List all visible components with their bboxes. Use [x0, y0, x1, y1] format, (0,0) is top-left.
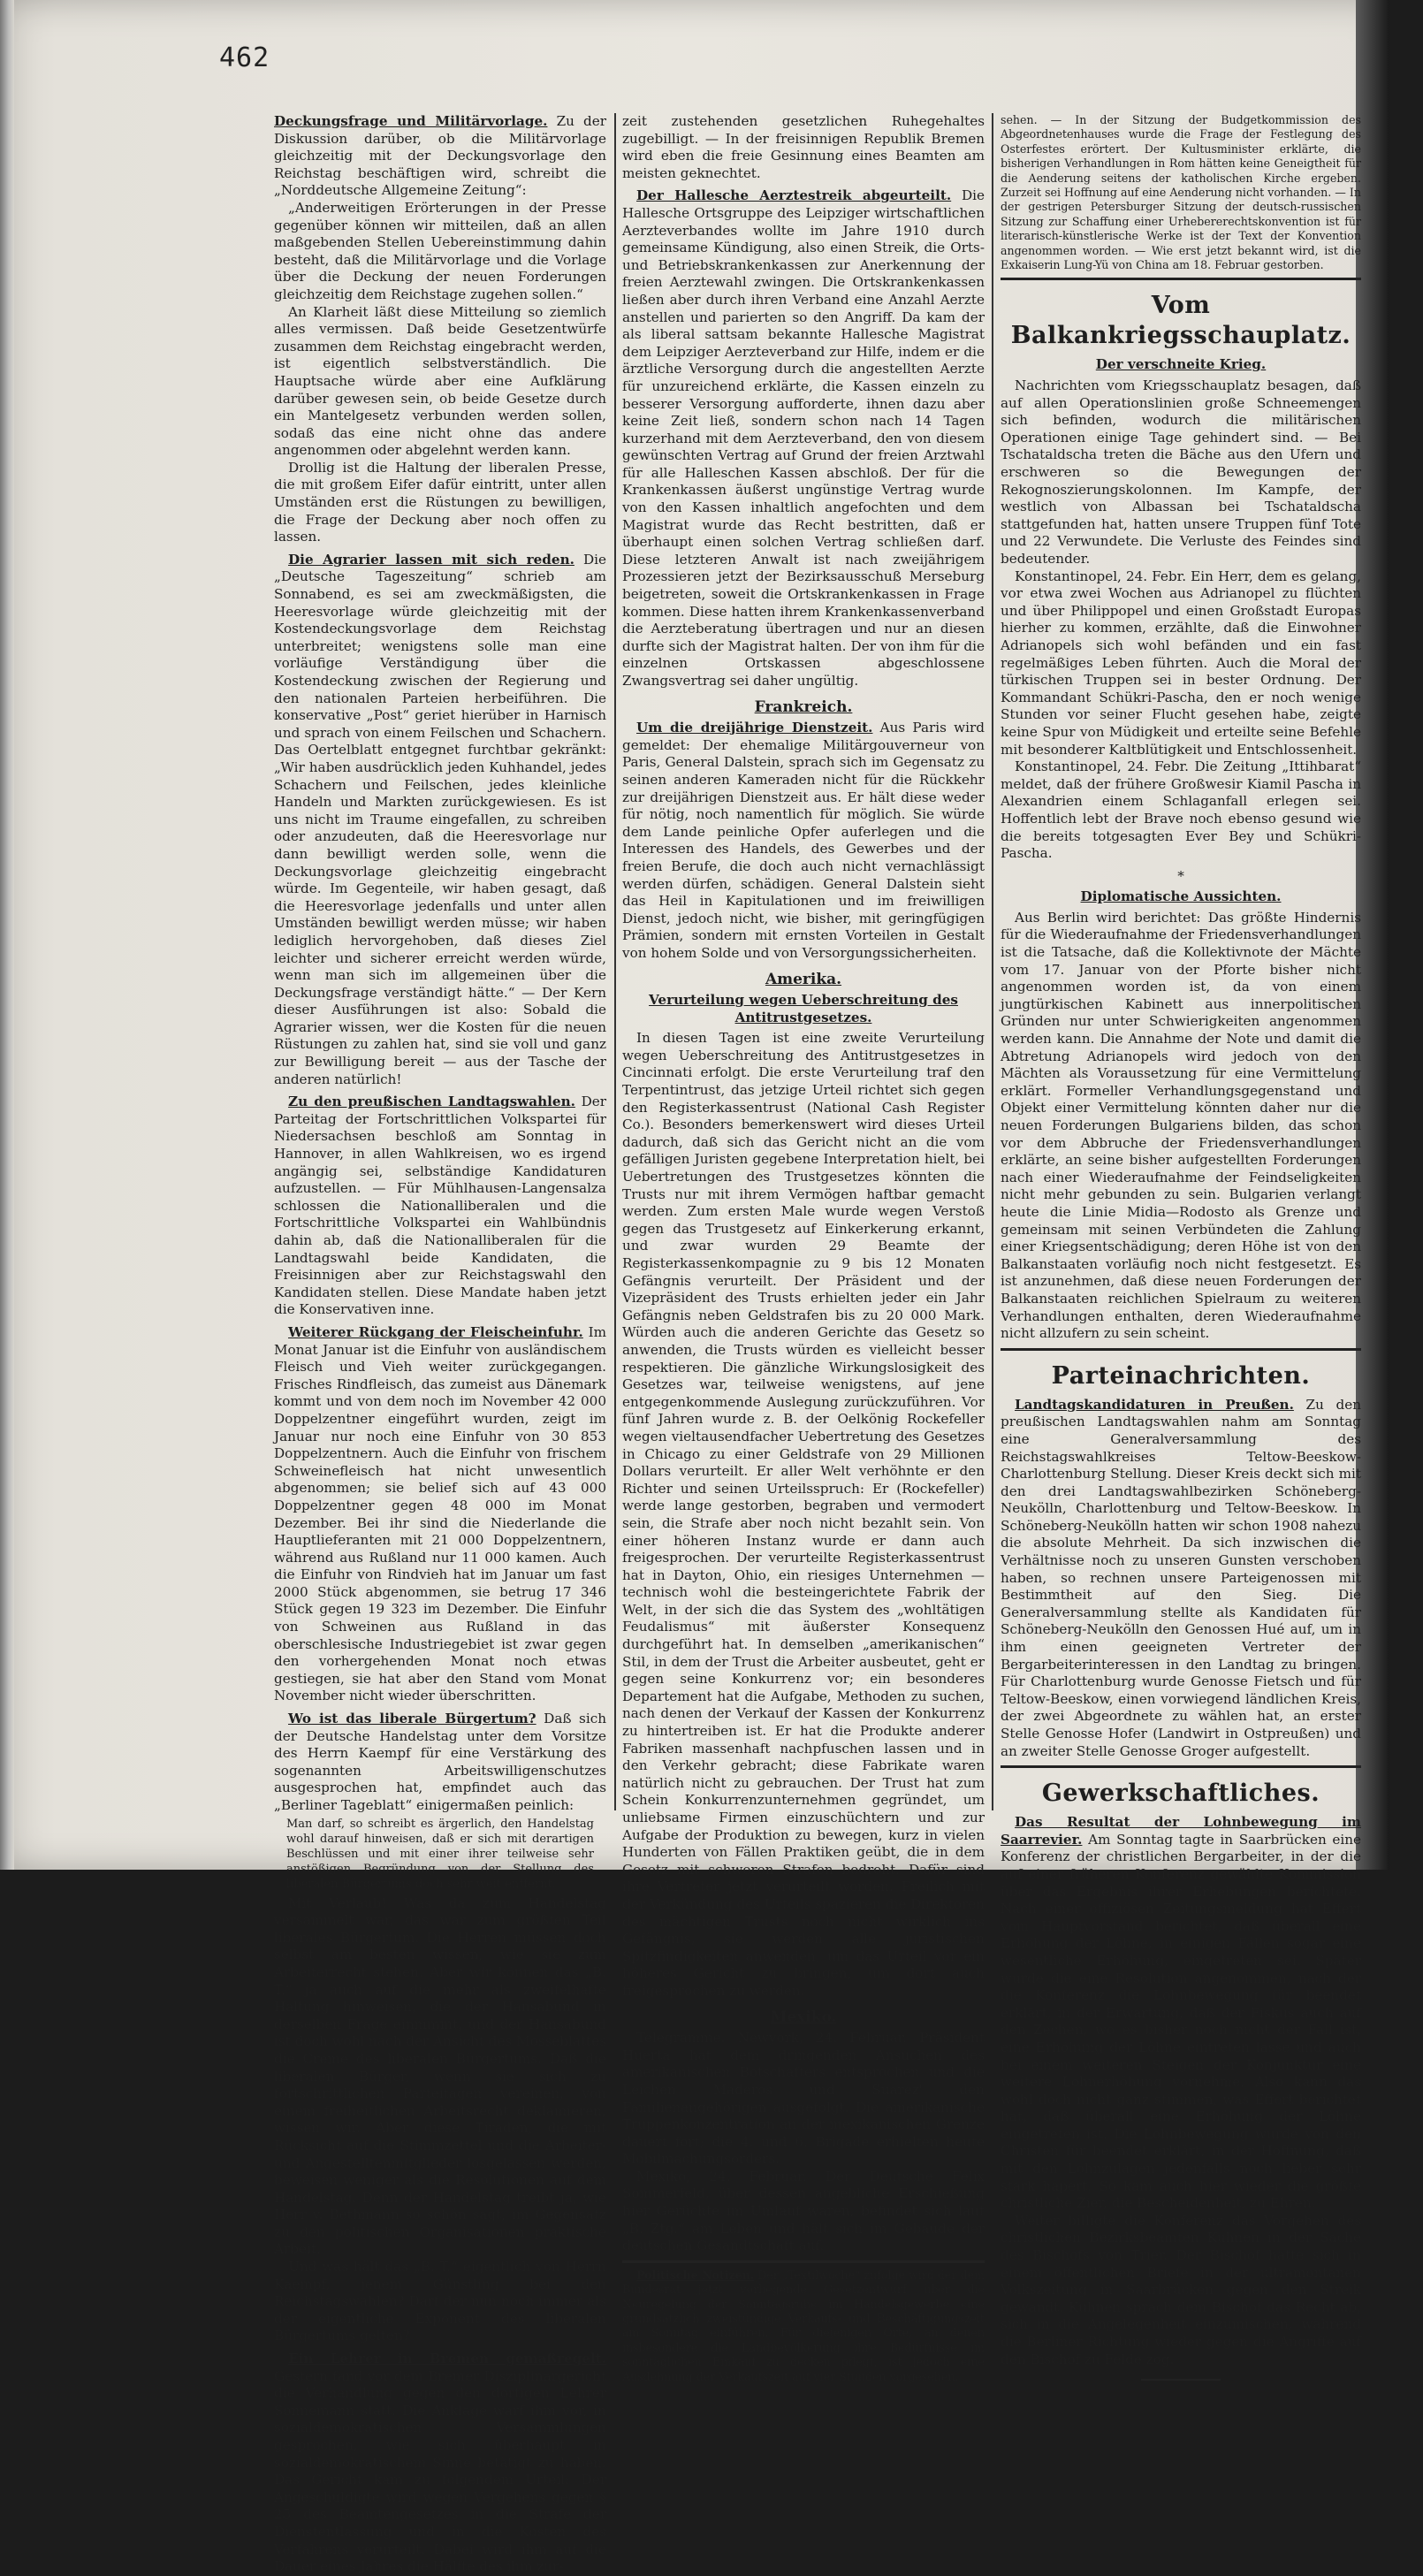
article-landtagskandidaturen — [1001, 1397, 1361, 1760]
article-headline: Ein Lehrer in Bremen gemaßregelt. — [288, 2351, 606, 2367]
article-text: Gestern fand vor dem Bremer Disziplinargericht die Verhandlung gegen den dortigen Lehrer Sonnemann statt. Die Anklage warf ihm vor, in sozialdemokratischen Versammlungen gesprochen, wie sich überhaupt in sozialdemokratischem Sinne betätigt zu haben. Das Gericht kam zu folgendem Urteil: Der Angeschuldigte wird wegen Vergehens gegen § 25 des Beamtengesetzes in die Strafe der Dienstentlassung und in die Kosten des Verfahrens verurteilt. Dabei wird ihm auf die Dauer eines Jahres die Hälfte des ihm zur- — [274, 2367, 606, 2575]
article-headline: Weiterer Rückgang der Fleischeinfuhr. — [288, 1323, 583, 1340]
article-headline: Verurteilung wegen Ueberschreitung des Antitrustgesetzes. — [649, 992, 958, 1025]
article-quote: Man darf, so schreibt es ärgerlich, den Handelstag wohl darauf hinweisen, daß er sich mit derartigen Beschlüssen und mit einer ihrer teilweise sehr anstößigen Begründung von der Stellung des liberalen Bürgertums doch sehr weit entfernt. — [286, 1817, 594, 1891]
article-text: Die Hallesche Ortsgruppe des Leipziger wirtschaftlichen Aerzteverbandes wollte im Jahre 1910 durch gemeinsame Kündigung, also einen Streik, die Orts- und Betriebskrankenkassen zur Anerkennung der freien Aerztewahl zwingen. Die Ortskrankenkassen ließen aber durch ihren Verband eine Anzahl Aerzte anstellen und parierten so den Angriff. Da kam der als liberal sattsam bekannte Hallesche Magistrat dem Leipziger Aerzteverband zur Hilfe, indem er die ärztliche Versorgung durch die angestellten Aerzte für unzureichend erklärte, die Kassen einzeln zu besserer Versorgung aufforderte, ihnen dazu aber keine Zeit ließ, sondern schon nach 14 Tagen kurzerhand mit dem Aerzteverband, den von diesem gewünschten Vertrag auf Grund der freien Arztwahl für alle Halleschen Kassen abschloß. Der für die Krankenkassen äußerst ungünstige Vertrag wurde von den Kassen inhaltlich angefochten und dem Magistrat wurde das Recht bestritten, daß er überhaupt einen solchen Vertrag schließen darf. Diese letzteren Anwalt ist nach zweijährigem Prozessieren jetzt der Bezirksausschuß Merseburg beigetreten, soweit die Ortskrankenkassen in Frage kommen. Diese hatten ihrem Krankenkassenverband die Aerzteberatung übertragen und nur an diesen durfte sich der Magistrat halten. Der von ihm für die einzelnen Ortskassen abgeschlossene Zwangsvertrag sei daher ungültig. — [622, 187, 985, 689]
section-heading-gewerkschaftliches: Gewerkschaftliches. — [1041, 1780, 1320, 1808]
article-text: Am Sonntag tagte in Saarbrücken eine Konferenz der christlichen Bergarbeiter, in der die auf einer früheren Konferenz gewählte Kommission über das Ergebnis ihrer Erhebungen berichtete. Nach einer offiziösen Zeitungsmeldung hat Effert vom Hauptvorstand berichtet, daß überall eine Erhöhung der Löhne, in einigen Fällen sogar eine wesentliche Erhöhung, eingetreten sei. Später wurde die eine Resolution angenommen, nach der die Konferenz die Lohnbewegung für beendet erklärt, in der Erwartung, daß der Fiskus auch auf den Zechen, wo es bisher noch nicht der Fall ist, eine Erhöhung der Löhne eintreten lasse und auch bei einem weiteren Steigen der Konjunktur eine weitere Lohnerhöhung vornehme. Also kann das wohl doch nicht ganz stimmen, was Effert berichtet hat, daß überall eine Erhöhung der Löhne eingetreten ist. Die Lohnbewegung wurde von den Christen für beendet erklärt, in der Hoffnung, daß mit den Lohnzulagen jedenfalls noch lieber sehr stark hapert. So kam auch hier wieder die größte christliche Zier, die Bescheidenheit, zu Ehren. — [1001, 1831, 1361, 2212]
article-lohnbewegung-saarrevier — [1001, 1814, 1361, 2368]
column-1 — [274, 113, 607, 2575]
article-fleischeinfuhr — [274, 1324, 606, 1705]
section-heading-frankreich: Frankreich. — [754, 697, 853, 716]
article-text: Die „Deutsche Tageszeitung“ schrieb am Sonnabend, es sei am zweckmäßigsten, die Heeresvorlage würde gleichzeitig mit der Kostendeckungsvorlage dem Reichstag unterbreitet; wenigstens solle man eine vorläufige Verständigung über die Kostendeckung zwischen der Regierung und den nationalen Parteien herbeiführen. Die konservative „Post“ geriet hierüber in Harnisch und sprach von einem Feilschen und Schachern. Das Oertelblatt entgegnet furchtbar gekränkt: „Wir haben ausdrücklich jeden Kuhhandel, jedes Schachern und Feilschen, jedes kleinliche Handeln und Markten zurückgewiesen. Es ist uns nicht im Traume eingefallen, zu schreiben oder anzudeuten, daß die Heeresvorlage nur dann bewilligt werden solle, wenn die Deckungsvorlage gleichzeitig eingebracht würde. Im Gegenteile, wir haben gesagt, daß die Heeresvorlage jedenfalls und unter allen Umständen bewilligt werden müsse; wir haben lediglich hervorgehoben, daß dieses Ziel leichter und sicherer erreicht werden würde, wenn man sich im allgemeinen über die Deckungsfrage verständigt hätte.“ — Der Kern dieser Ausführungen ist also: Sobald die Agrarier wissen, wer die Kosten für die neuen Rüstungen zu zahlen hat, sind sie voll und ganz zur Bewilligung bereit — aus der Tasche der anderen natürlich! — [274, 551, 606, 1087]
article-headline: Politische Notizen. — [636, 2267, 755, 2282]
article-headline: Zu den preußischen Landtagswahlen. — [288, 1094, 575, 1110]
article-headline: Deckungsfrage und Militärvorlage. — [274, 113, 548, 129]
section-heading-parteinachrichten: Parteinachrichten. — [1051, 1361, 1311, 1390]
article-landtagswahlen — [274, 1094, 606, 1319]
article-paragraph: Mit Verlaub! Was da zum Handelstag versammelt war, das war zum größten Teil liberales Bürgertum. Die Herren müssen doch selbst am besten wissen, wie sie zum Arbeiterrecht stehen. Aber wir können das „B. T.“ ja auch auf die mehr als zweifelhafte Haltung hinweisen, die der Hansabund in derselben Frage einnimmt, und der Hansabund ist doch wohl nach der Ansicht des Mosseblattes die Creme des liberalen Bürgertums. Daß die liberalen Bürger, wenn sie sich zu fortschrittlichen Parteitagen vereinen, von einem freiheitlichen Arbeitsrecht deklamieren, wissen wir. Aber diese Tiraden, die mit Rücksicht auf die Stimmzettel und die Arbeiter- und Angestelltenmitglieder losgelassen werden, beweisen weniger als die Resolutionen auf dem Handelstag. Denn der Handelstag treibt ja, wie Herr v. Bethmann so schön sagt, im Gegensatz zu den politischen Organisationen praktische Arbeit. — [274, 1894, 606, 2258]
article-buergertum — [274, 1711, 606, 2345]
divider — [622, 2260, 985, 2263]
article-agrarier — [274, 552, 606, 1088]
article-paragraph: Konstantinopel, 24. Febr. Ein Herr, dem es gelang, vor etwa zwei Wochen aus Adrianopel zu flüchten und über Philippopel und einen Großstadt Europas hierher zu kommen, erzählte, daß die Einwohner Adrianopels sich wohl befänden und ein fast regelmäßiges Leben führten. Auch die Moral der türkischen Truppen sei in bester Ordnung. Der Kommandant Schükri-Pascha, den er noch wenige Stunden vor seiner Flucht gesehen habe, zeigte keine Spur von Müdigkeit und erteilte seine Befehle mit besonderer Kaltblütigkeit und Entschlossenheit. — [1001, 568, 1361, 758]
article-text: zeit zustehenden gesetzlichen Ruhegehaltes zugebilligt. — In der freisinnigen Republik Bremen wird eben die freie Gesinnung eines Beamten am meisten geknechtet. — [622, 113, 985, 181]
section-heading-amerika: Amerika. — [765, 970, 842, 988]
article-headline: Die Agrarier lassen mit sich reden. — [288, 551, 575, 568]
article-text: Telegramme. Newyork, 24. Februar. Präsident Huerta hat dem dringenden Ansuchen des amerikanischen Botschafters entsprochen und die Leichen Maderos und Suarez' den Familienangehörigen ausgefolgt. Die amerikanische Truppenkonzentration an der mexikanischen Grenze dauert fort; die 4. und 6. Brigade erhielten heute Mobilmachungsorders. — [622, 2030, 985, 2168]
article-notizen-continuation — [1001, 113, 1361, 272]
article-antitrust — [622, 992, 985, 2000]
article-politische-notizen — [622, 2268, 985, 2384]
page-number: 462 — [219, 42, 270, 73]
article-paragraph: Weiter billigte die Konferenz das Vorgehen des christlichen Bezirksbeamten Kuhnen in der Sache des Bischofs von Trier. Der Bischof hatte sich in einem öffentlichen Briefe in der ultramontanen Volkszeitung in Saarbrücken gegen den Streik gewandt. Kuhnen sprach dem Bischof das Recht ab, sich in die Angelegenheit einzumischen, während die Berliner Richtung wieder gegen die Angriffe auf den Bischof zu Felde zog. — [1001, 2212, 1361, 2367]
column-rule-1 — [614, 113, 616, 1810]
article-text: In diesen Tagen ist eine zweite Verurteilung wegen Ueberschreitung des Antitrustgesetzes in Cincinnati erfolgt. Die erste Verurteilung traf den Terpentintrust, das jetzige Urteil richtet sich gegen den Registerkassentrust (National Cash Register Co.). Besonders bemerkenswert wird dieses Urteil dadurch, daß sich das Gericht nicht an die vom gefälligen Juristen gegebene Interpretation hielt, bei Uebertretungen des Trustgesetzes könnten die Trusts nur mit ihrem Vermögen haftbar gemacht werden. Zum ersten Male wurde wegen Verstoß gegen das Trustgesetz auf Einkerkerung erkannt, und zwar wurden 29 Beamte der Registerkassenkompagnie zu 9 bis 12 Monaten Gefängnis verurteilt. Der Präsident und der Vizepräsident des Trusts erhielten jeder ein Jahr Gefängnis neben Geldstrafen bis zu 20 000 Mark. Würden auch die anderen Gerichte das Gesetz so anwenden, die Trusts würden es vielleicht besser respektieren. Die gänzliche Wirkungslosigkeit des Gesetzes war, teilweise wenigstens, auf jene entgegenkommende Auslegung zurückzuführen. Vor fünf Jahren wurde z. B. der Oelkönig Rockefeller wegen vieltausendfacher Uebertretung des Gesetzes in Chicago zu einer Geldstrafe von 29 Millionen Dollars verurteilt. Er aller Welt verhöhnte er den Richter und seinen Urteilsspruch: Er (Rockefeller) werde lange gestorben, begraben und vermodert sein, die Strafe aber noch nicht bezahlt sein. Von einer höheren Instanz wurde er dann auch freigesprochen. Der verurteilte Registerkassentrust hat in Dayton, Ohio, ein riesiges Unternehmen — technisch wohl die besteingerichtete Fabrik der Welt, in der sich die das System des „wohltätigen Feudalismus“ mit äußerster Konsequenz durchgeführt hat. In demselben „amerikanischen“ Stil, in dem der Trust die Arbeiter ausbeutet, geht er gegen seine Konkurrenz vor; ein besonderes Departement hat die Aufgabe, Methoden zu suchen, nach denen der Verkauf der Kassen der Konkurrenz zu hintertreiben ist. Er hat die Produkte anderer Fabriken massenhaft nachpfuschen lassen und in den Verkehr gebracht; diese Fabrikate waren natürlich nicht zu gebrauchen. Der Trust hat zum Schein Konkurrenzunternehmen gegründet, um unliebsame Firmen einzuschüchtern und zur Aufgabe der Produktion zu bewegen, kurz in vielen Hunderten von Fällen Praktiken geübt, die in dem Gesetz mit schweren Strafen bedroht. Dafür sind ihre Vertreter jetzt verurteilt worden. Freilich mit der Verkündung des Urteils spazieren die Direktoren des mächtigen Trusts noch nicht wirklich ins Gefängnis, sie werden alle juristischen Spitzfindigkeiten anwenden, um das Urteil vor ein höheres Gericht zu bringen, um dort auch freigesprochen zu werden. — [622, 1030, 985, 1999]
article-paragraph: Mexiko, 24. Februar. Der Deutsche Felix Sommerfeld, über dessen angebliche Erschießung hier Gerüchte im Umlauf waren, befindet sich laut „B. Ztg.“ am Leben und hält sich im Gebäude der deutschen Gesandtschaft auf. — [622, 2168, 985, 2254]
article-headline: Wo ist das liberale Bürgertum? — [288, 1711, 536, 1727]
article-headline: Der Hallesche Aerztestreik abgeurteilt. — [636, 187, 952, 204]
article-text: Nachrichten vom Kriegsschauplatz besagen, daß auf allen Operationslinien große Schneemengen sich befinden, wodurch die militärischen Operationen einige Tage gehindert sind. — Bei Tschataldscha treten die Bäche aus den Ufern und erschweren so die Bewegungen der Rekognoszierungskolonnen. Im Kampfe, der westlich von Albassan bei Tschataldscha stattgefunden hat, hatten unsere Truppen fünf Tote und 22 Verwundete. Die Verluste des Feindes sind bedeutender. — [1001, 377, 1361, 567]
article-headline: Diplomatische Aussichten. — [1080, 888, 1282, 905]
article-text: Zu den preußischen Landtagswahlen nahm am Sonntag eine Generalversammlung des Reichstagswahlkreises Teltow-Beeskow-Charlottenburg Stellung. Dieser Kreis deckt sich mit den drei Landtagswahlbezirken Schöneberg-Neukölln, Charlottenburg und Teltow-Beeskow. In Schöneberg-Neukölln hatten wir schon 1908 nahezu die absolute Mehrheit. Da sich inzwischen die Verhältnisse noch zu unseren Gunsten verschoben haben, so rechnen unsere Parteigenossen mit Bestimmtheit auf den Sieg. Die Generalversammlung stellte als Kandidaten für Schöneberg-Neukölln den Genossen Hué auf, um in ihm einen geeigneten Vertreter der Bergarbeiterinteressen in den Landtag zu bringen. Für Charlottenburg wurde Genosse Fietsch und für Teltow-Beeskow, einen vorwiegend ländlichen Kreis, der zwei Abgeordnete zu wählen hat, an erster Stelle Genosse Hofer (Landwirt in Ostpreußen) und an zweiter Stelle Genosse Groger aufgestellt. — [1001, 1396, 1361, 1759]
article-lehrer-bremen — [274, 2351, 606, 2576]
article-verschneite-krieg — [1001, 356, 1361, 862]
article-paragraph: Drollig ist die Haltung der liberalen Presse, die mit großem Eifer dafür eintritt, unter allen Umständen erst die Rüstungen zu bewilligen, die Frage der Deckung aber noch offen zu lassen. — [274, 459, 606, 545]
divider — [1001, 1348, 1361, 1351]
divider — [1001, 1765, 1361, 1768]
article-diplomatische-aussichten — [1001, 888, 1361, 1342]
article-text: Aus Berlin wird berichtet: Das größte Hindernis für die Wiederaufnahme der Friedensverhandlungen ist die Tatsache, daß die Kollektivnote der Mächte vom 17. Januar von der Pforte bisher nicht angenommen worden ist, da von einem jungtürkischen Kabinett aus innerpolitischen Gründen nur unter Schwierigkeiten angenommen werden kann. Die Annahme der Note und damit die Abtretung Adrianopels wird jedoch von den Mächten als Voraussetzung für eine Vermittelung erklärt. Formeller Verhandlungsgegenstand und Objekt einer Vermittelung könnten daher nur die neuen Forderungen Bulgariens bilden, das schon vor dem Abbruche der Friedensverhandlungen erklärte, an seine bisher aufgestellten Forderungen nach einer Wiederaufnahme der Feindseligkeiten nicht mehr gebunden zu sein. Bulgarien verlangt heute die Linie Midia—Rodosto als Grenze und gemeinsam mit seinen Verbündeten die Zahlung einer Kriegsentschädigung; deren Höhe ist von den Balkanstaaten vorläufig noch nicht festgesetzt. Es ist anzunehmen, daß diese neuen Forderungen der Balkanstaaten reichlichen Spielraum zu weiteren Verhandlungen enthalten, deren Wiederaufnahme nicht allzufern zu sein scheint. — [1001, 909, 1361, 1342]
article-quote: „Anderweitigen Erörterungen in der Presse gegenüber können wir mitteilen, daß an allen maßgebenden Stellen Uebereinstimmung dahin besteht, daß die Militärvorlage und die Vorlage über die Deckung der neuen Forderungen gleichzeitig dem Reichstage zugehen sollen.“ — [274, 199, 606, 302]
article-headline: Um die dreijährige Dienstzeit. — [636, 720, 873, 736]
section-heading-mexiko: Mexiko. — [770, 2008, 837, 2026]
article-deckungsfrage — [274, 113, 606, 546]
column-rule-2 — [992, 113, 993, 1810]
end-rule — [1141, 2379, 1221, 2381]
article-headline: Das Resultat der Lohnbewegung im Saarrevier. — [1001, 1814, 1361, 1848]
article-text: sehen. — In der Sitzung der Budgetkommission des Abgeordnetenhauses wurde die Frage der Festlegung des Osterfestes erörtert. Der Kultusminister erklärte, die bisherigen Verhandlungen in Rom hätten keine Geneigtheit für die Aenderung seitens der katholischen Kirche ergeben. Zurzeit sei Hoffnung auf eine Aenderung nicht vorhanden. — In der gestrigen Petersburger Sitzung der deutsch-russischen Sitzung zur Schaffung einer Urhebererechtskonvention ist für literarisch-künstlerische Werke ist der Text der Konvention angenommen worden. — Wie erst jetzt bekannt wird, ist die Exkaiserin Lung-Yü von China am 18. Februar gestorben. — [1001, 113, 1361, 272]
article-headline: Der verschneite Krieg. — [1095, 356, 1267, 373]
binding-shadow — [0, 0, 14, 1870]
article-mexiko-telegramme — [622, 2030, 985, 2255]
article-headline: Landtagskandidaturen in Preußen. — [1015, 1396, 1294, 1413]
separator-star: * — [1177, 867, 1184, 884]
column-2 — [622, 113, 985, 2383]
article-text: Zu der Diskussion darüber, ob die Militärvorlage gleichzeitig mit der Deckungsvorlage den Reichstag beschäftigen wird, schreibt die „Norddeutsche Allgemeine Zeitung“: — [274, 113, 606, 199]
article-text: Aus Paris wird gemeldet: Der ehemalige Militärgouverneur von Paris, General Dalstein, sprach sich im Gegensatz zu seinen anderen Kameraden nicht für die Rückkehr zur dreijährigen Dienstzeit aus. Er hält diese weder für nötig, noch namentlich für möglich. Sie würde dem Lande peinliche Opfer auferlegen und die Interessen des Handels, des Gewerbes und der freien Berufe, die doch auch nicht vernachlässigt werden dürfen, schädigen. General Dalstein sieht das Heil in Kapitulationen und im freiwilligen Dienst, jedoch nicht, wie bisher, mit geringfügigen Prämien, sondern mit ernsten Vorteilen in Gestalt von hohem Solde und von Versorgungssicherheiten. — [622, 720, 985, 961]
article-aerztestreik — [622, 187, 985, 690]
article-text: Der Parteitag der Fortschrittlichen Volkspartei für Niedersachsen beschloß am Sonntag in Hannover, in allen Wahlkreisen, wo es irgend angängig sei, selbständige Kandidaturen aufzustellen. — Für Mühlhausen-Langensalza schlossen die Nationalliberalen und die Fortschrittliche Volkspartei ein Wahlbündnis dahin ab, daß die Nationalliberalen für die Landtagswahl beide Kandidaten, die Freisinnigen aber zur Reichstagswahl den Kandidaten stellen. Diese Mandate haben jetzt die Konservativen inne. — [274, 1094, 606, 1318]
column-3 — [1001, 113, 1361, 2367]
section-heading-balkan: Vom Balkankriegsschauplatz. — [1010, 292, 1351, 350]
article-paragraph: An Klarheit läßt diese Mitteilung so ziemlich alles vermissen. Daß beide Gesetzentwürfe zusammen dem Reichstag eingebracht werden, ist eigentlich selbstverständlich. Die Hauptsache würde aber eine Aufklärung darüber gewesen sein, ob beide Gesetze durch ein Mantelgesetz verbunden werden sollen, sodaß das eine nicht ohne das andere angenommen oder abgelehnt werden kann. — [274, 303, 606, 459]
divider — [1001, 278, 1361, 280]
article-continuation — [622, 113, 985, 182]
article-text: Der „Textilwoche“ zufolge wird der dem Bundesrat jetzt vorliegende Gesetzentwurf über die Neuregelung der Sonntagsruhe im Handelsgewerbe eine grundsätzlich zweistündige Verkaufs- und Beschäftigungszeit am Sonntag einführen. Für diejenigen Orte, an denen insbesondere die Landbevölkerung ihre Bedürfnisse im sonntäglichen Einkauf zu decken pflegt, ist jedoch eine Ausdehnung der Verkaufszeit auf vier Stunden vorgesehen. — [622, 2267, 985, 2383]
article-text: Daß sich der Deutsche Handelstag unter dem Vorsitze des Herrn Kaempf für eine Verstärkung des sogenannten Arbeitswilligenschutzes ausgesprochen hat, empfindet auch das „Berliner Tageblatt“ einigermaßen peinlich: — [274, 1711, 606, 1813]
article-text: Im Monat Januar ist die Einfuhr von ausländischem Fleisch und Vieh weiter zurückgegangen. Frisches Rindfleisch, das zumeist aus Dänemark kommt und von dem noch im November 42 000 Doppelzentner eingeführt wurden, zeigt im Januar nur noch eine Einfuhr von 30 853 Doppelzentnern. Auch die Einfuhr von frischem Schweinefleisch hat nicht unwesentlich abgenommen; sie belief sich auf 43 000 Doppelzentner gegen 48 000 im Monat Dezember. Bei ihr sind die Niederlande die Hauptlieferanten mit 21 000 Doppelzentnern, während aus Rußland nur 11 000 kamen. Auch die Einfuhr von Rindvieh hat im Januar um fast 2000 Stück abgenommen, sie betrug 17 346 Stück gegen 19 323 im Dezember. Die Einfuhr von Schweinen aus Rußland in das oberschlesische Industriegebiet ist zwar gegen den vorhergehenden Monat noch etwas gestiegen, sie hat aber den Stand vom Monat November nicht wieder überschritten. — [274, 1323, 607, 1704]
article-dienstzeit — [622, 720, 985, 962]
article-paragraph: Konstantinopel, 24. Febr. Die Zeitung „Ittihbarat“ meldet, daß der frühere Großwesir Kiamil Pascha in Alexandrien einem Schlaganfall erlegen sei. Hoffentlich lebt der Brave noch ebenso gesund wie die bereits totgesagten Ever Bey und Schükri-Pascha. — [1001, 758, 1361, 862]
article-paragraph: Und was hält das „B. T.“ eigentlich von Herrn Kaempf, jenem Günstling bei den Reichstagswahlen? Darf der nun noch immer als der eigentliche Exponent des liberalen Bürgertums gelten? — [274, 2259, 606, 2344]
